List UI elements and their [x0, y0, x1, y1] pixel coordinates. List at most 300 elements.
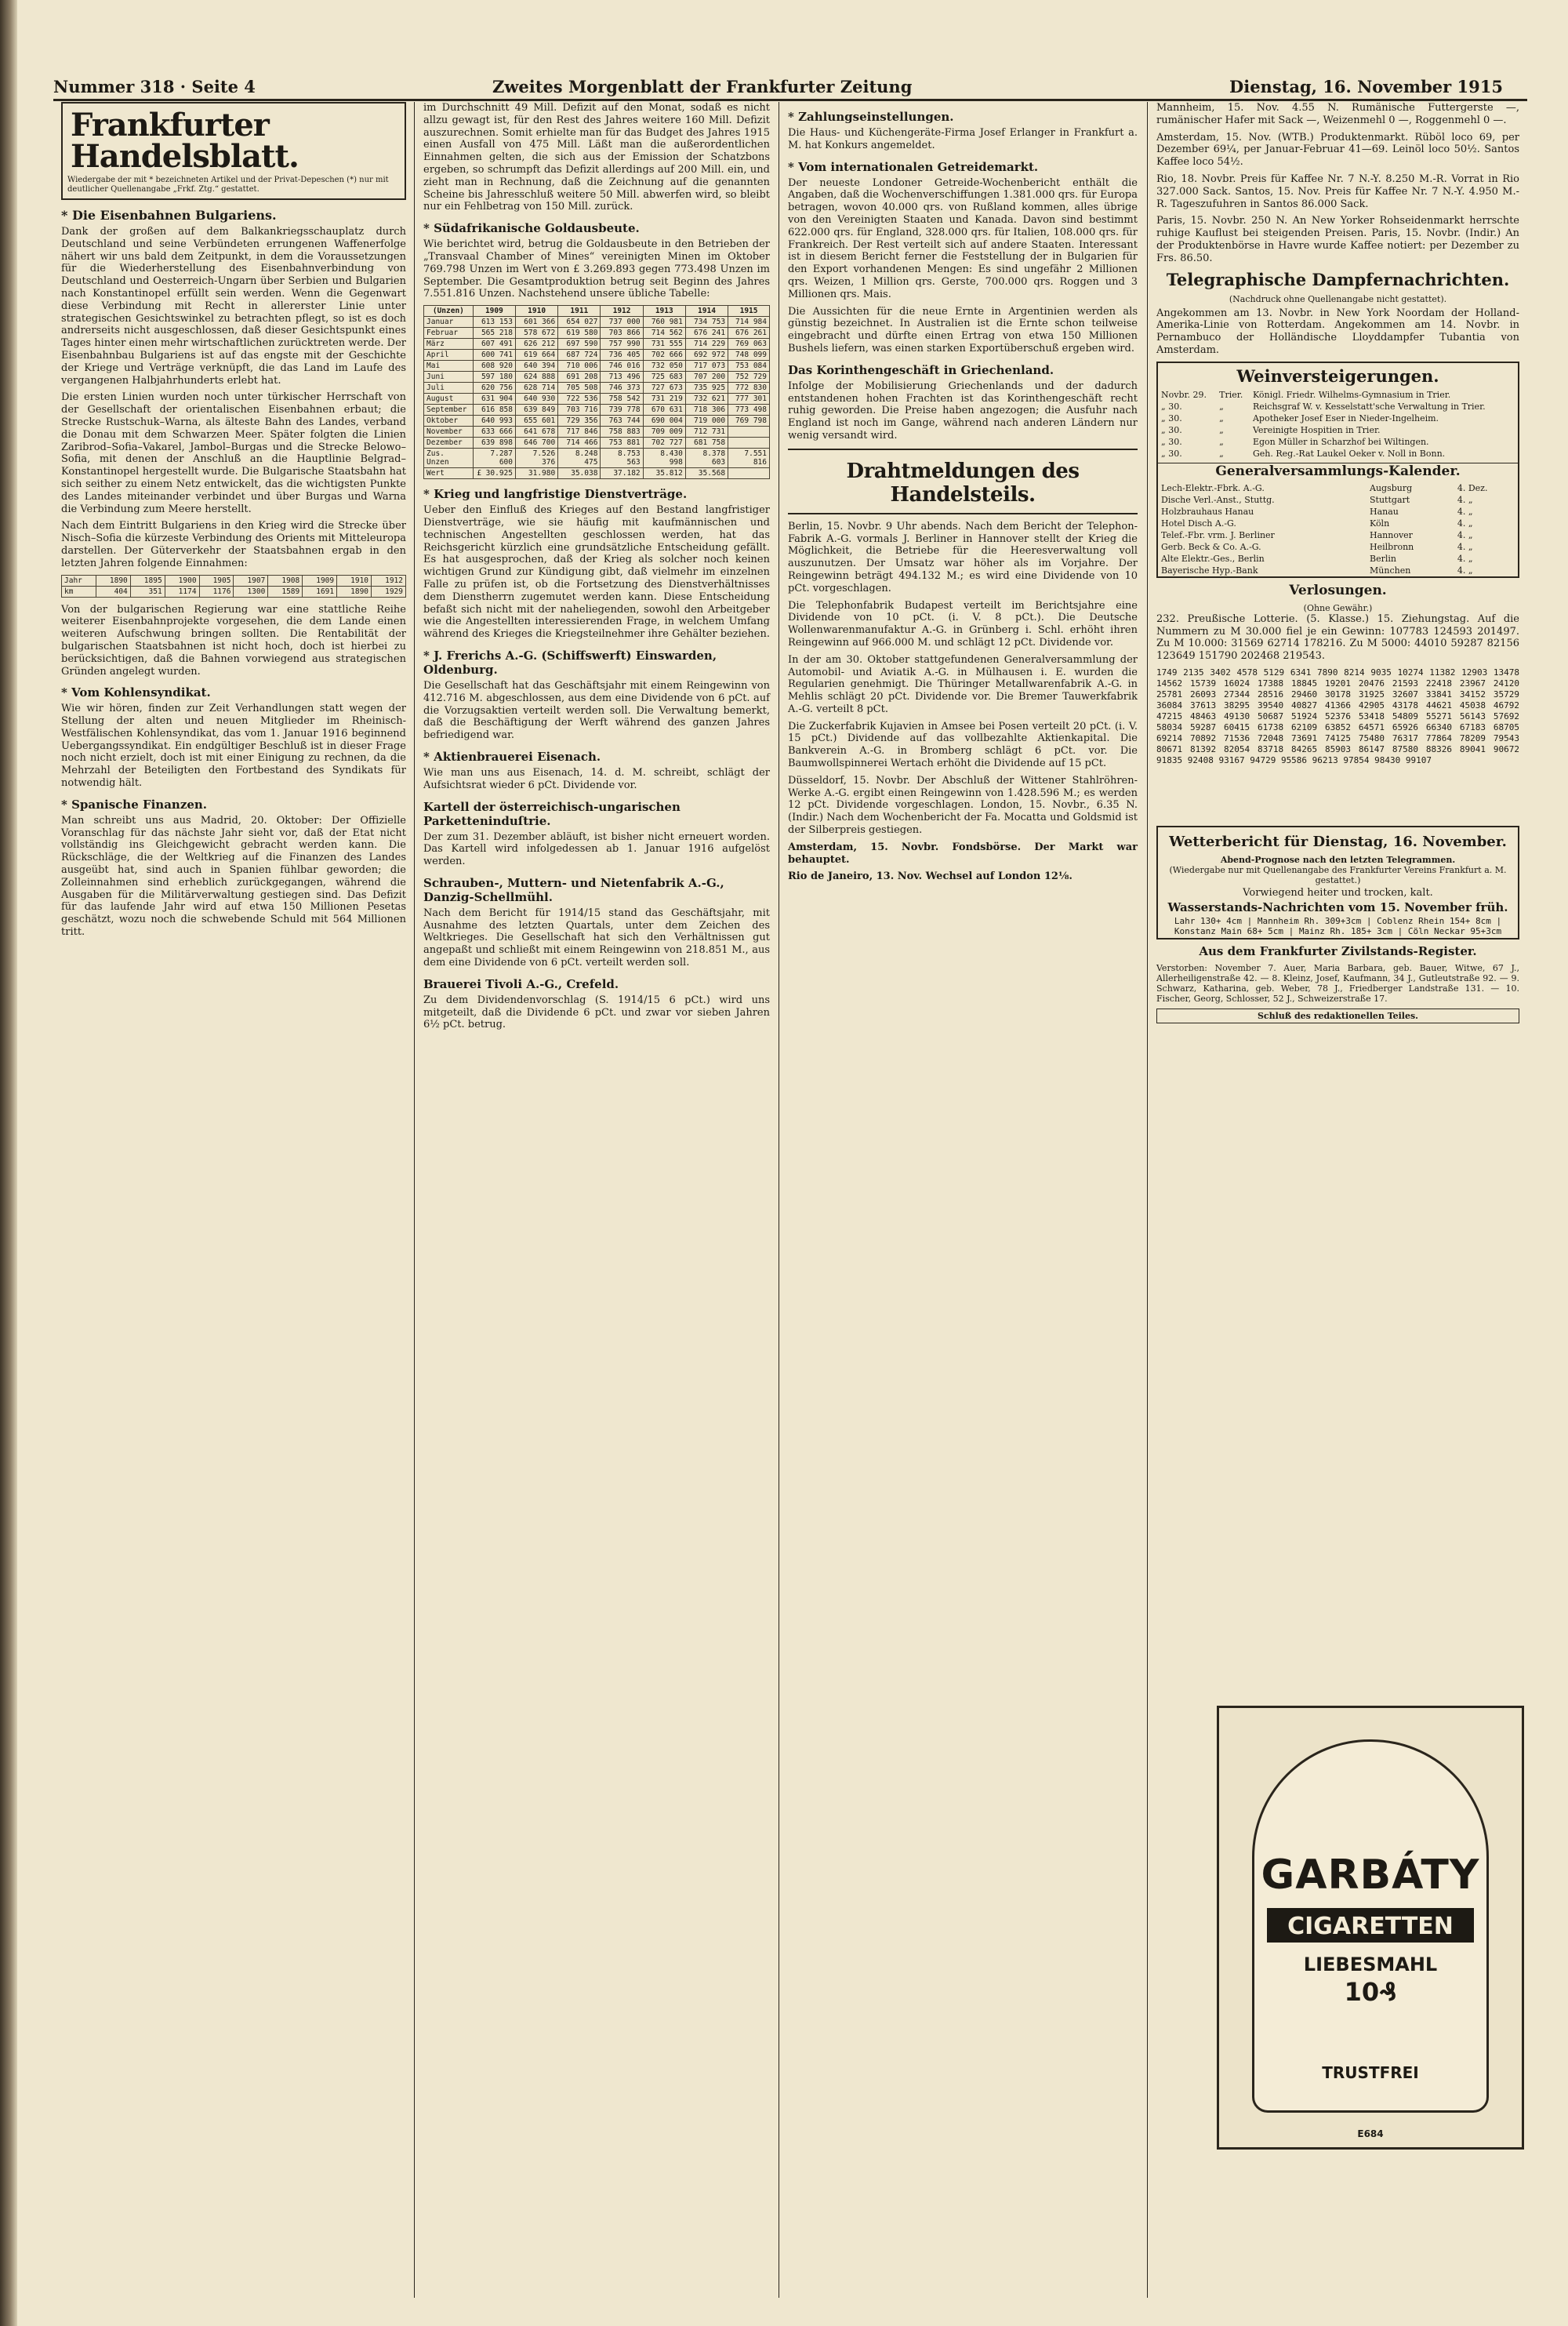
lottery-paragraph: 232. Preußische Lotterie. (5. Klasse.) 15. Ziehungstag. Auf die Nummern zu M 30.000 fiel je ein Gewinn: 107783 124593 201497. Zu M 10.000: 31569 62714 178216. Zu M 5000: 44010 59287 82156 123649 151790 202468 219543. [1156, 612, 1519, 663]
table-cell: „ [1219, 448, 1224, 459]
article-paragraph: Die Telephonfabrik Budapest verteilt im Berichtsjahre eine Dividende von 10 pCt. (i. V. 8 pCt.). Die Deutsche Wollenwarenmanufaktur A.-G. in Grünberg i. Schl. erhöht ihren Reingewinn auf 966.000 M. und schlägt 12 pCt. Dividende vor. [788, 599, 1138, 649]
article-paragraph: Der neueste Londoner Getreide-Wochenbericht enthält die Angaben, daß die Wochenverschiffungen 1.381.000 qrs. für Europa betragen, wovon 40.000 qrs. von Rußland kommen, alles übrige von den Vereinigten Staaten und Kanada. Davon sind bestimmt 622.000 qrs. für England, 328.000 qrs. für Italien, 108.000 qrs. für Frankreich. Der Rest verteilt sich auf andere Staaten. Interessant ist in diesem Bericht ferner die Feststellung der in Bulgarien für den Export vorhandenen Mengen: Es sind ungefähr 2 Millionen qrs. Weizen, 1 Million qrs. Gerste, 700.000 qrs. Roggen und 3 Millionen qrs. Mais. [788, 176, 1138, 300]
table-cell: 616 858 [473, 405, 515, 416]
column-3 [788, 102, 1138, 888]
table-cell: 641 678 [516, 427, 558, 438]
table-row [1158, 553, 1518, 565]
table-cell: „ 30. [1161, 413, 1182, 423]
table-cell: Alte Elektr.-Ges., Berlin [1161, 553, 1265, 564]
table-row [424, 394, 770, 405]
table-total-row [424, 449, 770, 468]
table-cell: „ [1219, 424, 1224, 435]
weather-forecast: Vorwiegend heiter und trocken, kalt. [1243, 886, 1433, 899]
table-cell: 734 753 [685, 317, 728, 328]
table-cell: 8.378 603 [685, 449, 728, 468]
table-cell: 4. „ [1457, 518, 1473, 529]
article-paragraph: Wie man uns aus Eisenach, 14. d. M. schreibt, schlägt der Aufsichtsrat wieder 6 pCt. Dividende vor. [423, 766, 770, 791]
table-cell: 719 000 [685, 416, 728, 427]
table-cell: 624 888 [516, 372, 558, 383]
table-cell: 1890 [337, 586, 372, 597]
table-cell: „ 30. [1161, 436, 1182, 447]
table-cell: 757 990 [601, 339, 643, 350]
article-heading: * Vom internationalen Getreidemarkt. [788, 159, 1039, 174]
table-cell: 404 [96, 586, 130, 597]
table-cell: 1908 [268, 575, 303, 586]
table-cell: 746 016 [601, 361, 643, 372]
table-row [424, 372, 770, 383]
wine-auction-table [1158, 389, 1518, 460]
table-cell: 722 536 [558, 394, 601, 405]
header-paper-name: Zweites Morgenblatt der Frankfurter Zeitung [492, 77, 913, 96]
lottery-numbers: 1749 2135 3402 4578 5129 6341 7890 8214 9035 10274 11382 12903 13478 14562 15739 16024 17388 18845 19201 20476 21593 22418 23967 24120 25781 26093 27344 28516 29460 30178 31925 32607 33841 34152 35729 36084 37613 38295 39540 40827 41366 42905 43178 44621 45038 46792 47215 48463 49130 50687 51924 52376 53418 54809 55271 56143 57692 58034 59287 60415 61738 62109 63852 64571 65926 66340 67183 68705 69214 70892 71536 72048 73691 74125 75480 76317 77864 78209 79543 80671 81392 82054 83718 84265 85903 86147 87580 88326 89041 90672 91835 92408 93167 94729 95586 96213 97854 98430 99107 [1156, 667, 1519, 765]
table-header-cell: 1913 [643, 306, 685, 317]
article-paragraph: Wie wir hören, finden zur Zeit Verhandlungen statt wegen der Stellung der alten und neuen Mitglieder im Rheinisch-Westfälischen Kohlensyndikat, das vom 1. Januar 1916 beginnend Uebergangssyndikat. Ein endgültiger Beschluß ist in dieser Frage noch nicht erzielt, doch ist mit einer Einigung zu rechnen, da die Mehrzahl der Beteiligten den Fortbestand des Syndikats für notwendig hält. [61, 703, 406, 790]
table-cell: 758 542 [601, 394, 643, 405]
end-of-editorial: Schluß des redaktionellen Teiles. [1156, 1009, 1519, 1023]
masthead-note: Wiedergabe der mit * bezeichneten Artikel und der Privat-Depeschen (*) nur mit deutlicher Quellenangabe „Frkf. Ztg.“ gestattet. [67, 176, 389, 194]
market-paragraph: Rio, 18. Novbr. Preis für Kaffee Nr. 7 N.-Y. 8.250 M.-R. Vorrat in Rio 327.000 Sack. Santos, 15. Nov. Preis für Kaffee Nr. 7 N.-Y. 4.950 M.-R. Tageszufuhren in Santos 86.000 Sack. [1156, 173, 1519, 210]
market-paragraph: Amsterdam, 15. Nov. (WTB.) Produktenmarkt. Rüböl loco 69, per Dezember 69¼, per Januar-Februar 41—69. Leinöl loco 50½. Santos Kaffee loco 54½. [1156, 131, 1519, 169]
table-cell: Vereinigte Hospitien in Trier. [1252, 424, 1381, 435]
table-cell: 753 881 [601, 438, 643, 449]
table-cell: Telef.-Fbr. vrm. J. Berliner [1161, 529, 1275, 540]
table-cell: Gerb. Beck & Co. A.-G. [1161, 541, 1261, 552]
table-cell: 1909 [303, 575, 337, 586]
table-cell: Lech-Elektr.-Fbrk. A.-G. [1161, 482, 1265, 493]
table-cell: „ [1219, 413, 1224, 423]
table-cell: Wert [424, 468, 474, 479]
table-cell [728, 468, 770, 479]
table-cell: 676 261 [728, 328, 770, 339]
masthead-title: Frankfurter Handelsblatt. [71, 107, 299, 175]
table-cell: Berlin [1370, 553, 1396, 564]
table-cell: 772 830 [728, 383, 770, 394]
table-cell: 8.753 563 [601, 449, 643, 468]
table-cell: 705 508 [558, 383, 601, 394]
table-cell: „ [1219, 436, 1224, 447]
table-cell: 729 356 [558, 416, 601, 427]
table-header-cell: 1909 [473, 306, 515, 317]
table-cell: 7.526 376 [516, 449, 558, 468]
table-cell: 7.287 600 [473, 449, 515, 468]
ad-frame [1252, 1739, 1489, 2113]
article-heading: * Krieg und langfristige Dienstverträge. [423, 487, 688, 502]
table-cell: 692 972 [685, 350, 728, 361]
table-cell: 773 498 [728, 405, 770, 416]
table-cell: September [424, 405, 474, 416]
gold-output-table [423, 305, 770, 479]
table-cell: 714 466 [558, 438, 601, 449]
table-row [1158, 565, 1518, 576]
table-cell: 1691 [303, 586, 337, 597]
table-cell: 1174 [165, 586, 199, 597]
table-row-label: Jahr [62, 575, 96, 586]
registry-paragraph: Verstorben: November 7. Auer, Maria Barbara, geb. Bauer, Witwe, 67 J., Allerheiligenstraße 42. — 8. Kleinz, Josef, Kaufmann, 34 J., Gutleutstraße 92. — 9. Schwarz, Katharina, geb. Weber, 78 J., Friedberger Landstraße 131. — 10. Fischer, Georg, Schlosser, 52 J., Schweizerstraße 17. [1156, 962, 1519, 1004]
table-cell: 687 724 [558, 350, 601, 361]
table-cell: 725 683 [643, 372, 685, 383]
table-cell: 1929 [372, 586, 406, 597]
table-cell: Trier. [1219, 389, 1243, 400]
table-cell: 565 218 [473, 328, 515, 339]
table-cell: März [424, 339, 474, 350]
article-paragraph: Zu dem Dividendenvorschlag (S. 1914/15 6 pCt.) wird uns mitgeteilt, daß die Dividende 6 pCt. und zwar vor sieben Jahren 6½ pCt. betrug. [423, 994, 770, 1031]
section-subtitle: (Nachdruck ohne Quellenangabe nicht gestattet). [1229, 293, 1447, 304]
article-paragraph: Man schreibt uns aus Madrid, 20. Oktober: Der Offizielle Voranschlag für das nächste Jahr sieht vor, daß der Etat nicht vollständig ins Gleichgewicht gebracht werden kann. Die Rückschläge, die der Weltkrieg auf die Finanzen des Landes ausgeübt hat, sind auch in Spanien fühlbar geworden; die Zolleinnahmen sind erheblich zurückgegangen, während die Ausgaben für die Militärverwaltung gestiegen sind. Das Defizit für das laufende Jahr wird auf etwa 150 Millionen Pesetas geschätzt, wozu noch die schwebende Schuld mit 564 Millionen tritt. [61, 814, 406, 939]
table-row [424, 416, 770, 427]
table-cell: 702 727 [643, 438, 685, 449]
table-cell: 619 580 [558, 328, 601, 339]
table-cell: 732 050 [643, 361, 685, 372]
table-cell: 654 027 [558, 317, 601, 328]
table-cell: 739 778 [601, 405, 643, 416]
table-cell: 1589 [268, 586, 303, 597]
article-heading: * Vom Kohlensyndikat. [61, 685, 211, 700]
article-paragraph: Infolge der Mobilisierung Griechenlands und der dadurch entstandenen hohen Frachten ist das Korinthengeschäft recht ruhig geworden. Die Preise haben angezogen; die Ausfuhr nach England ist noch im Gange, während nach anderen Ländern nur wenig versandt wird. [788, 380, 1138, 442]
table-row [1158, 482, 1518, 494]
column-rule [414, 102, 415, 2298]
table-cell: Köln [1370, 518, 1390, 529]
table-cell: 4. „ [1457, 541, 1473, 552]
article-heading: * Südafrikanische Goldausbeute. [423, 221, 640, 236]
table-cell: 601 366 [516, 317, 558, 328]
gv-calendar-table [1158, 482, 1518, 576]
article-heading: * Die Eisenbahnen Bulgariens. [61, 208, 277, 223]
table-cell: „ [1219, 401, 1224, 412]
table-row [424, 328, 770, 339]
article-paragraph: Der zum 31. Dezember abläuft, ist bisher nicht erneuert worden. Das Kartell wird infolgedessen ab 1. Januar 1916 aufgelöst werden. [423, 830, 770, 868]
section-title-gv: Generalversammlungs-Kalender. [1158, 463, 1518, 479]
table-row [1158, 448, 1518, 460]
table-cell: 1907 [234, 575, 268, 586]
article-paragraph: Die ersten Linien wurden noch unter türkischer Herrschaft von der Gesellschaft der orientalischen Eisenbahnen erbaut; die Strecke Rustschuk–Warna, als älteste Bahn des Landes, verband die Donau mit dem Schwarzen Meer. Später folgten die Linien Zaribrod–Sofia–Vakarel, Jambol–Burgas und die Strecke Belowo–Sofia, mit denen der Anschluß an die Hauptlinie Belgrad–Konstantinopel hergestellt wurde. Die Bulgarische Staatsbahn hat sich seither zu einem Netz entwickelt, das die wichtigsten Punkte des Landes miteinander verbindet und über Burgas und Warna die Verbindung zum Meere herstellt. [61, 391, 406, 515]
table-cell: 714 229 [685, 339, 728, 350]
table-cell: Augsburg [1370, 482, 1413, 493]
table-cell: 736 405 [601, 350, 643, 361]
table-cell: 710 006 [558, 361, 601, 372]
table-cell: August [424, 394, 474, 405]
table-cell: Hannover [1370, 529, 1413, 540]
table-cell: Zus. Unzen [424, 449, 474, 468]
table-row [1158, 424, 1518, 436]
table-cell: 769 063 [728, 339, 770, 350]
table-header-cell: 1910 [516, 306, 558, 317]
table-cell: 1905 [199, 575, 234, 586]
table-cell: 631 904 [473, 394, 515, 405]
market-paragraph: Paris, 15. Novbr. 250 N. An New Yorker Rohseidenmarkt herrschte ruhige Kauflust bei steigenden Preisen. Paris, 15. Novbr. (Indir.) An der Produktenbörse in Havre wurde Kaffee notiert: per Dezember zu Frs. 86.50. [1156, 215, 1519, 264]
ad-price: 10₰ [1344, 1977, 1397, 2007]
table-cell: 646 700 [516, 438, 558, 449]
table-cell: Mai [424, 361, 474, 372]
table-cell: 35.038 [558, 468, 601, 479]
table-row [1158, 541, 1518, 553]
table-cell: 1890 [96, 575, 130, 586]
table-cell: Königl. Friedr. Wilhelms-Gymnasium in Trier. [1252, 389, 1451, 400]
table-cell: Geh. Reg.-Rat Laukel Oeker v. Noll in Bonn. [1252, 448, 1446, 459]
table-cell: 703 866 [601, 328, 643, 339]
table-cell: 1912 [372, 575, 406, 586]
article-heading: * Zahlungseinstellungen. [788, 110, 954, 124]
table-cell: Hanau [1370, 506, 1399, 517]
table-row-label: km [62, 586, 96, 597]
ad-name: LIEBESMAHL [1303, 1953, 1438, 1975]
table-row [1158, 401, 1518, 413]
table-cell: „ 30. [1161, 401, 1182, 412]
table-cell: 753 084 [728, 361, 770, 372]
section-subtitle: (Ohne Gewähr.) [1303, 602, 1373, 613]
table-cell: 600 741 [473, 350, 515, 361]
section-title-wein: Weinversteigerungen. [1236, 365, 1439, 386]
table-cell: 702 666 [643, 350, 685, 361]
table-cell: 628 714 [516, 383, 558, 394]
section-title-dampfer: Telegraphische Dampfernachrichten. [1166, 269, 1510, 289]
article-paragraph: Wie berichtet wird, betrug die Goldausbeute in den Betrieben der „Transvaal Chamber of Mines“ vereinigten Minen im Oktober 769.798 Unzen im Wert von £ 3.269.893 gegen 773.498 Unzen im September. Die Gesamtproduktion betrug seit Beginn des Jahres 7.551.816 Unzen. Nachstehend unsere übliche Tabelle: [423, 238, 770, 300]
market-paragraph: Angekommen am 13. Novbr. in New York Noordam der Holland-Amerika-Linie von Rotterdam. Angekommen am 14. Novbr. in Pernambuco der Holländische Lloyddampfer Tubantia von Amsterdam. [1156, 307, 1519, 356]
table-cell: 707 200 [685, 372, 728, 383]
table-row [424, 427, 770, 438]
article-paragraph: Die Zuckerfabrik Kujavien in Amsee bei Posen verteilt 20 pCt. (i. V. 15 pCt.) Dividende auf das vollbezahlte Aktienkapital. Die Bankverein A.-G. in Bromberg schlägt 6 pCt. vor. Die Baumwollspinnerei Wertach erhöht die Dividende auf 15 pCt. [788, 720, 1138, 770]
article-paragraph: Von der bulgarischen Regierung war eine stattliche Reihe weiterer Eisenbahnprojekte vorgesehen, die dem Lande einen weiteren Aufschwung bringen sollten. Die Rentabilität der bulgarischen Staatsbahnen ist nicht hoch, doch ist hierbei zu berücksichtigen, daß die Bahnen vorwiegend aus strategischen Gründen angelegt wurden. [61, 603, 406, 678]
table-cell: November [424, 427, 474, 438]
table-cell [728, 427, 770, 438]
market-note-amsterdam: Amsterdam, 15. Novbr. Fondsbörse. Der Markt war behauptet. [788, 841, 1138, 866]
table-cell: 640 394 [516, 361, 558, 372]
table-header-cell: 1914 [685, 306, 728, 317]
section-rule [788, 449, 1138, 450]
table-cell: £ 30.925 [473, 468, 515, 479]
table-cell: 8.248 475 [558, 449, 601, 468]
ad-product: CIGARETTEN [1287, 1913, 1454, 1940]
table-cell: 4. „ [1457, 529, 1473, 540]
table-cell: 760 981 [643, 317, 685, 328]
table-cell: 737 000 [601, 317, 643, 328]
table-cell: 633 666 [473, 427, 515, 438]
table-cell: 4. „ [1457, 494, 1473, 505]
article-paragraph: In der am 30. Oktober stattgefundenen Generalversammlung der Automobil- und Aviatik A.-G. in Mülhausen i. E. wurden die Regularien genehmigt. Die Thüringer Metallwarenfabrik A.-G. in Mehlis schlägt 20 pCt. Dividende vor. Die Bremer Tauwerkfabrik A.-G. verteilt 8 pCt. [788, 653, 1138, 715]
table-row [1158, 389, 1518, 401]
water-levels-title: Wasserstands-Nachrichten vom 15. November früh. [1167, 900, 1508, 914]
table-cell: 597 180 [473, 372, 515, 383]
table-cell: 7.551 816 [728, 449, 770, 468]
table-row [424, 383, 770, 394]
header-issue: Nummer 318 · Seite 4 [53, 77, 256, 96]
table-header-cell: 1912 [601, 306, 643, 317]
table-header-row [424, 306, 770, 317]
table-cell: 690 004 [643, 416, 685, 427]
table-cell: Apotheker Josef Eser in Nieder-Ingelheim. [1252, 413, 1439, 423]
header-date: Dienstag, 16. November 1915 [1229, 77, 1503, 96]
table-row [1158, 494, 1518, 506]
table-cell: 626 212 [516, 339, 558, 350]
table-cell: Reichsgraf W. v. Kesselstatt'sche Verwaltung in Trier. [1252, 401, 1486, 412]
table-header-cell: (Unzen) [424, 306, 474, 317]
column-2 [423, 102, 770, 1036]
table-cell: „ 30. [1161, 448, 1182, 459]
table-cell: Stuttgart [1370, 494, 1410, 505]
table-cell: April [424, 350, 474, 361]
table-cell: 718 306 [685, 405, 728, 416]
table-row [1158, 529, 1518, 541]
table-cell: Juni [424, 372, 474, 383]
table-cell: Dezember [424, 438, 474, 449]
table-cell: 714 562 [643, 328, 685, 339]
table-cell: 1895 [130, 575, 165, 586]
table-row [1158, 436, 1518, 448]
article-heading: * Spanische Finanzen. [61, 797, 208, 812]
table-cell: 769 798 [728, 416, 770, 427]
table-cell: 748 099 [728, 350, 770, 361]
table-cell: 727 673 [643, 383, 685, 394]
table-cell: 732 621 [685, 394, 728, 405]
column-rule [1147, 102, 1148, 2298]
market-note-rio: Rio de Janeiro, 13. Nov. Wechsel auf London 12⅛. [788, 870, 1073, 883]
article-paragraph: Berlin, 15. Novbr. 9 Uhr abends. Nach dem Bericht der Telephon-Fabrik A.-G. vormals J. Berliner in Hannover stellt der Krieg die Möglichkeit, die Betriebe für die Heeresverwaltung voll auszunutzen. Der Umsatz war höher als im Vorjahre. Der Reingewinn beträgt 494.132 M.; es wird eine Dividende von 10 pCt. vorgeschlagen. [788, 520, 1138, 594]
railway-km-table [61, 575, 406, 598]
table-header-cell: 1911 [558, 306, 601, 317]
water-levels: Lahr 130+ 4cm | Mannheim Rh. 309+3cm | Coblenz Rhein 154+ 8cm | Konstanz Main 68+ 5cm | Mainz Rh. 185+ 3cm | Cöln Neckar 95+3cm [1174, 915, 1502, 936]
weather-subtitle: (Wiedergabe nur mit Quellenangabe des Frankfurter Vereins Frankfurt a. M. gestattet.) [1169, 864, 1507, 885]
table-cell: Egon Müller in Scharzhof bei Wiltingen. [1252, 436, 1429, 447]
table-cell: 31.980 [516, 468, 558, 479]
table-cell: 613 153 [473, 317, 515, 328]
article-heading: Schrauben-, Muttern- und Nietenfabrik A.-G., Danzig-Schellmühl. [423, 875, 724, 904]
table-row [1158, 518, 1518, 529]
table-cell: 717 073 [685, 361, 728, 372]
article-paragraph: Die Gesellschaft hat das Geschäftsjahr mit einem Reingewinn von 412.716 M. abgeschlossen, aus dem eine Dividende von 6 pCt. auf die Vorzugsaktien verteilt werden soll. Die Verwaltung bemerkt, daß die Beschäftigung der Werft während des ganzen Jahres befriedigend war. [423, 679, 770, 742]
article-paragraph: Die Aussichten für die neue Ernte in Argentinien werden als günstig bezeichnet. In Australien ist die Ernte schon teilweise eingebracht und dürfte einen Ertrag von etwa 150 Millionen Bushels liefern, was einen starken Exportüberschuß ergeben wird. [788, 305, 1138, 354]
article-paragraph: Ueber den Einfluß des Krieges auf den Bestand langfristiger Dienstverträge, wie sie häufig mit kaufmännischen und technischen Angestellten geschlossen werden, hat das Reichsgericht kürzlich eine grundsätzliche Entscheidung gefällt. Es hat ausgesprochen, daß der Krieg als solcher noch keinen wichtigen Grund zur Kündigung gibt, daß vielmehr im einzelnen Falle zu prüfen ist, ob die Fortsetzung des Dienstverhältnisses dem Dienstherrn zugemutet werden kann. Diese Entscheidung befaßt sich nicht mit der naheliegenden, sowohl den Arbeitgeber wie die Angestellten interessierenden Frage, in welchem Umfang während des Krieges die Kriegsteilnehmer ihre Gehälter beziehen. [423, 504, 770, 641]
table-cell: 1910 [337, 575, 372, 586]
table-cell: 681 758 [685, 438, 728, 449]
table-cell: 758 883 [601, 427, 643, 438]
table-cell: 746 373 [601, 383, 643, 394]
table-cell: 731 219 [643, 394, 685, 405]
registry-title: Aus dem Frankfurter Zivilstands-Register. [1199, 943, 1477, 958]
table-cell: 608 920 [473, 361, 515, 372]
table-cell: 640 993 [473, 416, 515, 427]
table-cell: 1900 [165, 575, 199, 586]
article-heading: Brauerei Tivoli A.-G., Crefeld. [423, 976, 619, 991]
table-row [424, 350, 770, 361]
table-cell: 8.430 998 [643, 449, 685, 468]
table-cell: 1176 [199, 586, 234, 597]
article-paragraph: Die Haus- und Küchengeräte-Firma Josef Erlanger in Frankfurt a. M. hat Konkurs angemeldet. [788, 127, 1138, 151]
column-1 [61, 102, 406, 943]
table-cell: 712 731 [685, 427, 728, 438]
page-header [53, 77, 1527, 100]
table-cell: 777 301 [728, 394, 770, 405]
article-paragraph: Nach dem Eintritt Bulgariens in den Krieg wird die Strecke über Nisch–Sofia die kürzeste Verbindung des Orients mit Mitteleuropa darstellen. Der Güterverkehr der Staatsbahnen ergab in den letzten Jahren folgende Einnahmen: [61, 520, 406, 569]
table-cell: 655 601 [516, 416, 558, 427]
table-cell: 37.182 [601, 468, 643, 479]
table-cell: 709 009 [643, 427, 685, 438]
table-cell: 714 984 [728, 317, 770, 328]
weather-box [1156, 826, 1519, 939]
table-cell: 713 496 [601, 372, 643, 383]
table-cell: 1300 [234, 586, 268, 597]
table-cell: 35.568 [685, 468, 728, 479]
table-cell: 620 756 [473, 383, 515, 394]
table-cell: 578 672 [516, 328, 558, 339]
table-cell: 4. „ [1457, 506, 1473, 517]
section-title-verlosungen: Verlosungen. [1289, 582, 1387, 598]
table-cell: 639 849 [516, 405, 558, 416]
table-cell: 619 664 [516, 350, 558, 361]
table-cell: 731 555 [643, 339, 685, 350]
table-row [424, 405, 770, 416]
section-rule [788, 513, 1138, 514]
table-cell: 640 930 [516, 394, 558, 405]
article-heading: Das Korinthengeschäft in Griechenland. [788, 362, 1054, 377]
article-heading: * J. Frerichs A.-G. (Schiffswerft) Einswarden, Oldenburg. [423, 648, 717, 677]
article-paragraph: Düsseldorf, 15. Novbr. Der Abschluß der Wittener Stahlröhren-Werke A.-G. ergibt einen Reingewinn von 1.428.596 M.; es werden 12 pCt. Dividende vorgeschlagen. London, 15. Novbr., 6.35 N. (Indir.) Nach dem Wochenbericht der Fa. Mocatta und Goldsmid ist der Silberpreis gestiegen. [788, 774, 1138, 837]
table-row [424, 361, 770, 372]
weather-subtitle: Abend-Prognose nach den letzten Telegrammen. [1220, 854, 1456, 865]
table-row [424, 317, 770, 328]
table-row [424, 339, 770, 350]
table-cell: 607 491 [473, 339, 515, 350]
weather-title: Wetterbericht für Dienstag, 16. November. [1169, 833, 1507, 850]
garbaty-advertisement [1217, 1706, 1524, 2150]
table-cell: 763 744 [601, 416, 643, 427]
article-heading: Kartell der österreichisch-ungarischen Parketteninduſtrie. [423, 799, 681, 828]
table-cell: 697 590 [558, 339, 601, 350]
article-paragraph: im Durchschnitt 49 Mill. Defizit auf den Monat, sodaß es nicht allzu gewagt ist, für den Rest des Jahres weitere 160 Mill. Defizit auszurechnen. Somit erhielte man für das Budget des Jahres 1915 einen Ausfall von 475 Mill. Läßt man die außerordentlichen Einnahmen gelten, die sich aus der Emission der Schatzbons ergeben, so schrumpft das Defizit allerdings auf 200 Mill. ein, und zieht man in Rechnung, daß die Zeichnung auf die genannten Scheine bis Jahresschluß weitere 50 Mill. abwerfen wird, so bleibt nur ein Fehlbetrag von 150 Mill. zurück. [423, 102, 770, 213]
table-cell: 670 631 [643, 405, 685, 416]
table-cell: Novbr. 29. [1161, 389, 1207, 400]
section-title-drahtmeldungen: Drahtmeldungen des Handelsteils. [846, 459, 1080, 507]
ad-tagline: TRUSTFREI [1322, 2063, 1419, 2082]
column-4 [1156, 102, 1519, 1023]
table-cell: 752 729 [728, 372, 770, 383]
article-heading: * Aktienbrauerei Eisenach. [423, 749, 601, 764]
table-cell: Bayerische Hyp.-Bank [1161, 565, 1258, 576]
table-cell: 4. Dez. [1457, 482, 1488, 493]
table-cell: Februar [424, 328, 474, 339]
ad-brand: GARBÁTY [1261, 1852, 1480, 1899]
table-cell: Holzbrauhaus Hanau [1161, 506, 1254, 517]
table-cell: „ 30. [1161, 424, 1182, 435]
article-paragraph: Dank der großen auf dem Balkankriegsschauplatz durch Deutschland und seine Verbündeten errungenen Waffenerfolge nähert wir uns bald dem Zeitpunkt, in dem die Voraussetzungen für die Wiederherstellung des Eisenbahnverbindung von Deutschland und Oesterreich-Ungarn über Serbien und Bulgarien nach Konstantinopel erfüllt sein werden. Wenn die Gegenwart diese Verbindung mit Recht in allererster Linie unter strategischen Gesichtswinkel zu betrachten pflegt, so ist es doch andrerseits nicht ausgeschlossen, daß dieser Gesichtspunkt eines Tages hinter einen mehr wirtschaftlichen zurücktreten werde. Der Eisenbahnbau Bulgariens ist auf das engste mit der Geschichte der Kriege und Verträge verknüpft, die das Land im Laufe des vergangenen Halbjahrhunderts erlebt hat. [61, 226, 406, 387]
table-cell [728, 438, 770, 449]
table-cell: 351 [130, 586, 165, 597]
table-cell: München [1370, 565, 1411, 576]
table-header-cell: 1915 [728, 306, 770, 317]
table-cell: 676 241 [685, 328, 728, 339]
table-cell: Oktober [424, 416, 474, 427]
table-cell: 703 716 [558, 405, 601, 416]
table-cell: 735 925 [685, 383, 728, 394]
ad-code: E684 [1357, 2128, 1384, 2139]
table-cell: Dische Verl.-Anst., Stuttg. [1161, 494, 1275, 505]
header-rule [53, 99, 1527, 101]
table-total-row [424, 468, 770, 479]
article-paragraph: Nach dem Bericht für 1914/15 stand das Geschäftsjahr, mit Ausnahme des letzten Quartals, unter dem Zeichen des Weltkrieges. Die Gesellschaft hat sich den Verhältnissen gut angepaßt und schließt mit einem Reingewinn von 218.851 M., aus dem eine Dividende von 6 pCt. verteilt werden soll. [423, 907, 770, 969]
wine-auction-box [1156, 362, 1519, 578]
table-cell: 717 846 [558, 427, 601, 438]
table-cell: Juli [424, 383, 474, 394]
table-cell: 4. „ [1457, 553, 1473, 564]
market-paragraph: Mannheim, 15. Nov. 4.55 N. Rumänische Futtergerste —, rumänischer Hafer mit Sack —, Weizenmehl 0 —, Roggenmehl 0 —. [1156, 102, 1519, 126]
table-cell: Heilbronn [1370, 541, 1414, 552]
table-row [424, 438, 770, 449]
table-row [1158, 506, 1518, 518]
table-cell: Hotel Disch A.-G. [1161, 518, 1236, 529]
book-spine [0, 0, 17, 2326]
table-row [1158, 413, 1518, 424]
table-cell: 4. „ [1457, 565, 1473, 576]
table-cell: Januar [424, 317, 474, 328]
table-cell: 639 898 [473, 438, 515, 449]
